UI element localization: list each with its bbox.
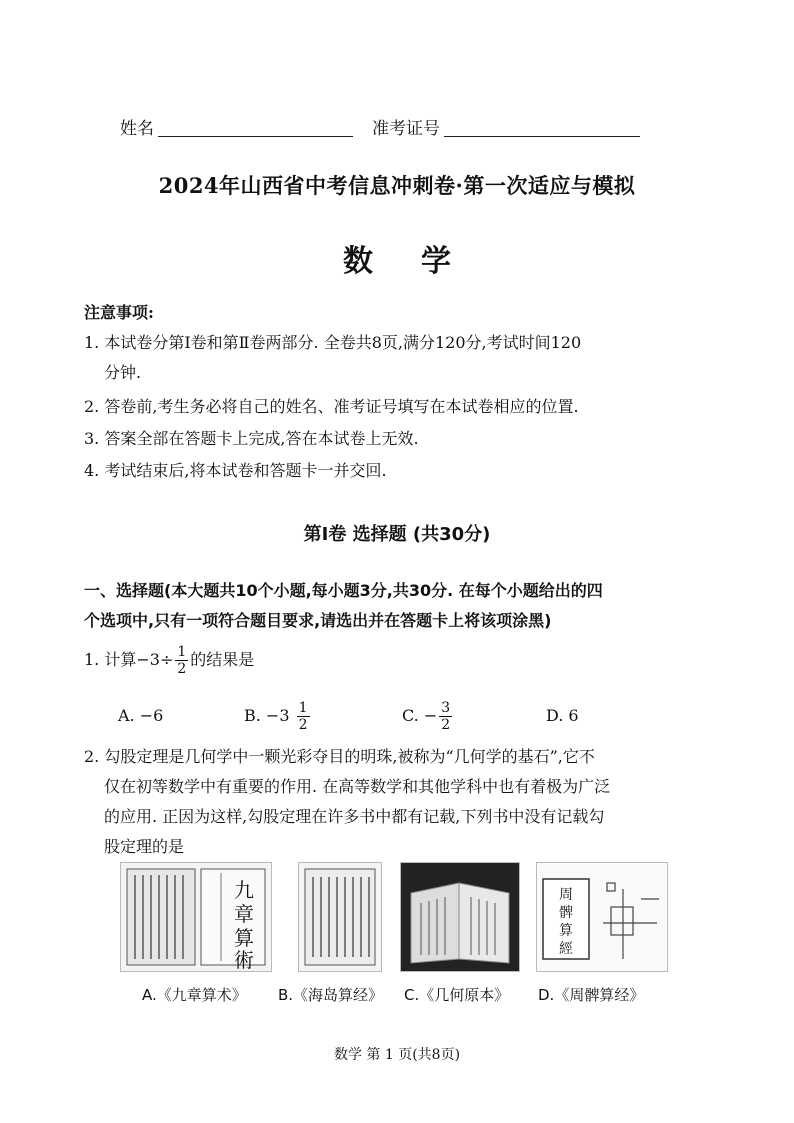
note-item-1-text: 1. 本试卷分第Ⅰ卷和第Ⅱ卷两部分. 全卷共8页,满分120分,考试时间120 <box>84 333 582 352</box>
question-2 <box>84 742 704 862</box>
book-image-c <box>400 862 520 972</box>
q1-prefix: 1. 计算−3÷ <box>84 650 174 669</box>
note-item-2: 2. 答卷前,考生务必将自己的姓名、准考证号填写在本试卷相应的位置. <box>84 397 579 416</box>
part-heading <box>84 576 704 636</box>
caption-b: B.《海岛算经》 <box>278 986 384 1004</box>
book-d-illustration <box>537 863 667 971</box>
note-item-3: 3. 答案全部在答题卡上完成,答在本试卷上无效. <box>84 429 419 448</box>
question-1 <box>84 644 704 677</box>
exam-id-field[interactable] <box>444 136 640 137</box>
page-footer: 数学 第 1 页(共8页) <box>333 1047 461 1063</box>
q2-line-3: 的应用. 正因为这样,勾股定理在许多书中都有记载,下列书中没有记载勾 <box>104 807 605 826</box>
book-b-illustration <box>299 863 381 971</box>
cover-char-4: 術 <box>234 948 254 971</box>
q1-option-c[interactable]: C. − $\frac{3}{2}$ <box>402 700 451 733</box>
note-item-1 <box>84 328 704 388</box>
q2-line-2: 仅在初等数学中有重要的作用. 在高等数学和其他学科中也有着极为广泛 <box>104 777 611 796</box>
caption-d: D.《周髀算经》 <box>538 986 645 1004</box>
note-item-1-cont: 分钟. <box>104 363 142 382</box>
name-field[interactable] <box>158 136 353 137</box>
q2-line-4: 股定理的是 <box>104 837 185 856</box>
cover-char-2: 章 <box>234 902 254 926</box>
q1-option-d[interactable]: D. 6 <box>546 706 579 725</box>
exam-id-label: 准考证号 <box>372 119 440 139</box>
caption-c: C.《几何原本》 <box>404 986 510 1004</box>
q1-suffix: 的结果是 <box>190 650 255 669</box>
book-image-b <box>298 862 382 972</box>
section-title: 第Ⅰ卷 选择题 (共30分) <box>303 524 491 545</box>
candidate-info-line <box>120 110 660 140</box>
cover-d-char-3: 算 <box>559 923 573 939</box>
q1-option-b[interactable]: B. −3 $\frac{1}{2}$ <box>244 700 308 733</box>
cover-d-char-4: 經 <box>559 941 573 957</box>
q2-line-1: 2. 勾股定理是几何学中一颗光彩夺目的明珠,被称为“几何学的基石”,它不 <box>84 747 595 766</box>
cover-char-3: 算 <box>234 926 254 950</box>
caption-a: A.《九章算术》 <box>142 986 247 1004</box>
q1-fraction: $\frac{1}{2}$ <box>177 644 187 677</box>
part-heading-line-2: 个选项中,只有一项符合题目要求,请选出并在答题卡上将该项涂黑) <box>84 611 552 630</box>
part-heading-line-1: 一、选择题(本大题共10个小题,每小题3分,共30分. 在每个小题给出的四 <box>84 581 603 600</box>
cover-char-1: 九 <box>234 878 254 902</box>
book-image-a <box>120 862 272 972</box>
notes-heading: 注意事项: <box>84 303 154 322</box>
book-c-illustration <box>401 863 519 971</box>
note-item-4: 4. 考试结束后,将本试卷和答题卡一并交回. <box>84 461 387 480</box>
book-a-illustration <box>121 863 271 971</box>
name-label: 姓名 <box>120 119 154 139</box>
cover-d-char-2: 髀 <box>559 905 573 921</box>
subject-title: 数学 <box>343 244 499 279</box>
cover-d-char-1: 周 <box>559 887 573 903</box>
book-image-d <box>536 862 668 972</box>
exam-title: 2024年山西省中考信息冲刺卷·第一次适应与模拟 <box>158 173 636 198</box>
q1-option-a[interactable]: A. −6 <box>118 706 164 725</box>
